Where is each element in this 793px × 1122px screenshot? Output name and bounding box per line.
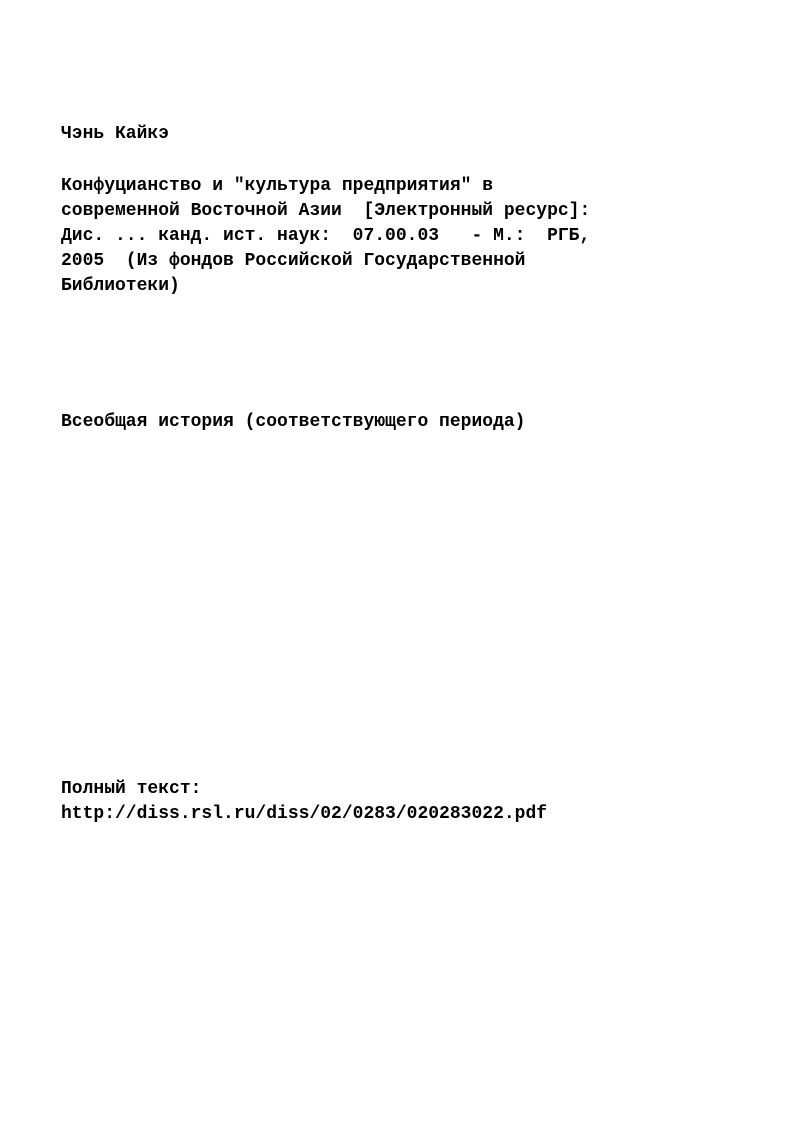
title-line-2: современной Восточной Азии [Электронный ресурс]: [61,201,591,221]
author-name: Чэнь Кайкэ [61,124,170,144]
full-text-link[interactable]: http://diss.rsl.ru/diss/02/0283/020283022.pdf [61,804,548,824]
title-line-4: 2005 (Из фондов Российской Государственной [61,251,526,271]
subject-heading: Всеобщая история (соответствующего периода) [61,412,526,432]
title-line-5: Библиотеки) [61,276,180,296]
title-line-1: Конфуцианство и "культура предприятия" в [61,176,494,196]
title-line-3: Дис. ... канд. ист. наук: 07.00.03 - М.: РГБ, [61,226,591,246]
full-text-label: Полный текст: [61,779,202,799]
